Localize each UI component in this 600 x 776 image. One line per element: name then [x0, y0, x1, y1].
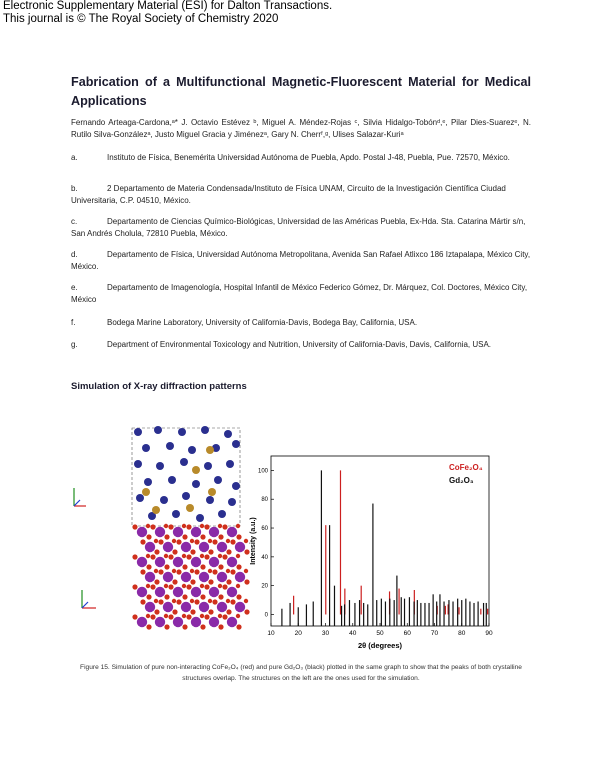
legend-entry: CoFe₂O₄	[449, 463, 483, 472]
atom-red	[146, 584, 150, 588]
atom-blue	[228, 498, 236, 506]
atom-red	[222, 554, 227, 559]
atom-blue	[136, 494, 144, 502]
atom-red	[182, 564, 187, 569]
atom-blue	[180, 458, 188, 466]
atom-purple	[191, 557, 201, 567]
atom-red	[186, 524, 191, 529]
atom-purple	[235, 542, 245, 552]
atom-purple	[137, 527, 147, 537]
atom-purple	[199, 542, 209, 552]
atom-red	[176, 569, 181, 574]
atom-gold	[186, 504, 194, 512]
atom-blue	[218, 510, 226, 518]
atom-red	[150, 554, 155, 559]
atom-blue	[206, 496, 214, 504]
atom-red	[236, 534, 241, 539]
atom-red	[158, 599, 163, 604]
atom-red	[164, 584, 168, 588]
atom-red	[146, 614, 150, 618]
author-list: Fernando Arteaga-Cardona,ᵃ* J. Octavio Estévez ᵇ, Miguel A. Méndez-Rojas ᶜ, Silvia Hidalgo-Tobónᵈ,ᵉ, Pilar Dies-Suarezᵉ, N. Rutilo Silva-Gonzálezᵃ, Justo Miguel Gracia y Jiménezᵃ, Gary N. Cherrᶠ,ᵍ, Ulises Salazar-Kuriᵃ	[71, 118, 531, 139]
atom-blue	[204, 462, 212, 470]
atom-red	[204, 554, 209, 559]
atom-blue	[178, 428, 186, 436]
y-tick-label: 60	[261, 526, 268, 533]
atom-gold	[208, 488, 216, 496]
atom-red	[182, 614, 186, 618]
affiliation-d	[71, 249, 531, 273]
x-tick-label: 10	[267, 630, 275, 637]
atom-purple	[235, 602, 245, 612]
affiliation-b	[71, 183, 531, 207]
atom-purple	[155, 557, 165, 567]
y-tick-label: 40	[261, 554, 268, 561]
atom-red	[164, 594, 169, 599]
atom-red	[154, 569, 158, 573]
atom-red	[168, 584, 173, 589]
atom-red	[186, 584, 191, 589]
atom-red	[132, 554, 137, 559]
atom-gold	[192, 466, 200, 474]
atom-red	[236, 614, 240, 618]
atom-red	[200, 534, 205, 539]
atom-red	[172, 569, 176, 573]
atom-red	[168, 524, 173, 529]
atom-red	[222, 524, 227, 529]
atom-red	[154, 549, 159, 554]
atom-purple	[145, 602, 155, 612]
atom-red	[132, 614, 137, 619]
atom-red	[154, 609, 159, 614]
x-tick-label: 70	[430, 630, 439, 637]
atom-blue	[192, 480, 200, 488]
atom-purple	[145, 572, 155, 582]
atom-purple	[209, 557, 219, 567]
atom-purple	[137, 557, 147, 567]
atom-red	[140, 539, 145, 544]
atom-red	[218, 594, 223, 599]
atom-red	[186, 554, 191, 559]
affiliation-text: Bodega Marine Laboratory, University of California-Davis, Bodega Bay, California, USA.	[107, 318, 418, 327]
atom-blue	[226, 460, 234, 468]
atom-blue	[156, 462, 164, 470]
header-line-1: Electronic Supplementary Material (ESI) for Dalton Transactions.	[3, 0, 333, 12]
atom-purple	[163, 572, 173, 582]
atom-purple	[137, 617, 147, 627]
atom-red	[146, 534, 151, 539]
atom-purple	[173, 617, 183, 627]
y-tick-label: 20	[261, 583, 268, 590]
atom-red	[172, 609, 177, 614]
atom-gold	[206, 446, 214, 454]
atom-red	[200, 554, 204, 558]
atom-purple	[199, 572, 209, 582]
x-tick-label: 30	[321, 630, 330, 637]
atom-red	[236, 624, 241, 629]
atom-purple	[163, 542, 173, 552]
affiliation-label: c.	[71, 217, 78, 226]
atom-purple	[155, 527, 165, 537]
atom-red	[222, 584, 227, 589]
atom-purple	[227, 617, 237, 627]
header-line-2: This journal is © The Royal Society of Chemistry 2020	[3, 13, 279, 25]
atom-blue	[214, 476, 222, 484]
atom-blue	[144, 478, 152, 486]
x-tick-label: 40	[349, 630, 357, 637]
atom-red	[194, 569, 199, 574]
atom-red	[190, 579, 195, 584]
atom-red	[158, 539, 163, 544]
atom-red	[164, 534, 169, 539]
atom-blue	[134, 428, 142, 436]
atom-red	[190, 549, 195, 554]
crystal-structures-figure	[60, 420, 250, 640]
atom-red	[132, 524, 137, 529]
atom-red	[150, 524, 155, 529]
atom-red	[226, 569, 230, 573]
atom-purple	[217, 572, 227, 582]
atom-red	[208, 599, 212, 603]
atom-red	[176, 539, 181, 544]
section-heading: Simulation of X-ray diffraction patterns	[71, 381, 247, 392]
atom-blue	[166, 442, 174, 450]
atom-purple	[181, 572, 191, 582]
atom-red	[182, 624, 187, 629]
atom-blue	[160, 496, 168, 504]
atom-red	[168, 614, 173, 619]
affiliation-g	[71, 339, 531, 351]
atom-purple	[163, 602, 173, 612]
atom-red	[208, 539, 212, 543]
affiliation-a	[71, 152, 531, 164]
atom-red	[172, 539, 176, 543]
atom-purple	[199, 602, 209, 612]
affiliation-label: f.	[71, 318, 76, 327]
atom-red	[154, 599, 158, 603]
atom-red	[154, 579, 159, 584]
atom-blue	[172, 510, 180, 518]
atom-red	[146, 624, 151, 629]
atom-purple	[191, 617, 201, 627]
atom-red	[218, 554, 222, 558]
axis-indicator	[74, 500, 80, 506]
atom-red	[200, 624, 205, 629]
atom-red	[236, 524, 240, 528]
affiliation-label: b.	[71, 184, 78, 193]
atom-red	[146, 594, 151, 599]
atom-red	[154, 539, 158, 543]
figure-caption: Figure 15. Simulation of pure non-interacting CoFe₂O₄ (red) and pure Gd₂O₃ (black) plotted in the same graph to show that the peaks of both crystalline structures overlap. The structures on the left are the ones used for the simulation.	[80, 664, 522, 682]
atom-red	[218, 614, 222, 618]
x-axis-label: 2θ (degrees)	[357, 641, 403, 650]
xrd-chart	[245, 448, 507, 652]
atom-red	[236, 554, 240, 558]
atom-red	[176, 599, 181, 604]
x-tick-label: 50	[376, 630, 384, 637]
atom-red	[204, 524, 209, 529]
atom-blue	[232, 482, 240, 490]
atom-blue	[142, 444, 150, 452]
atom-red	[208, 579, 213, 584]
affiliation-text: Department of Environmental Toxicology and Nutrition, University of California-Davis, Davis, California, USA.	[107, 340, 492, 349]
atom-red	[146, 564, 151, 569]
atom-purple	[191, 587, 201, 597]
y-axis-label: Intensity (a.u.)	[250, 517, 257, 565]
y-tick-label: 80	[261, 497, 268, 504]
atom-purple	[191, 527, 201, 537]
x-tick-label: 20	[294, 630, 302, 637]
atom-purple	[217, 542, 227, 552]
affiliation-label: g.	[71, 340, 78, 349]
atom-purple	[173, 587, 183, 597]
affiliation-text: 2 Departamento de Materia Condensada/Instituto de Física UNAM, Circuito de la Investigación Científica Ciudad Universitaria, C.P. 04510, México.	[71, 184, 506, 205]
atom-red	[200, 564, 205, 569]
atom-red	[164, 554, 168, 558]
atom-red	[194, 539, 199, 544]
affiliation-e	[71, 282, 531, 306]
atom-red	[218, 564, 223, 569]
atom-red	[172, 579, 177, 584]
atom-red	[190, 599, 194, 603]
atom-blue	[201, 426, 209, 434]
atom-red	[208, 569, 212, 573]
atom-red	[194, 599, 199, 604]
axis-indicator	[82, 602, 88, 608]
atom-blue	[232, 440, 240, 448]
atom-red	[218, 584, 222, 588]
atom-red	[226, 579, 231, 584]
atom-red	[212, 569, 217, 574]
atom-red	[140, 569, 145, 574]
atom-red	[230, 599, 235, 604]
atom-red	[200, 614, 204, 618]
atom-red	[218, 524, 222, 528]
atom-red	[140, 599, 145, 604]
atom-purple	[137, 587, 147, 597]
atom-gold	[152, 506, 160, 514]
affiliation-label: a.	[71, 153, 78, 162]
atom-red	[164, 614, 168, 618]
x-tick-label: 60	[403, 630, 411, 637]
atom-red	[164, 624, 169, 629]
atom-red	[204, 614, 209, 619]
atom-red	[226, 549, 231, 554]
atom-red	[226, 609, 231, 614]
atom-red	[164, 524, 168, 528]
atom-red	[200, 524, 204, 528]
affiliation-text: Departamento de Ciencias Químico-Biológicas, Universidad de las Américas Puebla, Ex-Hda. Sta. Catarina Mártir s/n, San Andrés Cholula, 72810 Puebla, México.	[71, 217, 526, 238]
atom-red	[186, 614, 191, 619]
atom-red	[168, 554, 173, 559]
atom-red	[218, 624, 223, 629]
atom-red	[212, 599, 217, 604]
y-tick-label: 0	[264, 612, 268, 619]
atom-blue	[154, 426, 162, 434]
atom-blue	[182, 492, 190, 500]
legend-entry: Gd₂O₃	[449, 476, 474, 485]
atom-red	[150, 614, 155, 619]
atom-red	[230, 569, 235, 574]
atom-purple	[227, 557, 237, 567]
atom-red	[182, 594, 187, 599]
y-tick-label: 100	[257, 468, 268, 475]
atom-red	[236, 564, 241, 569]
atom-red	[182, 584, 186, 588]
atom-purple	[209, 617, 219, 627]
atom-red	[182, 554, 186, 558]
atom-purple	[209, 527, 219, 537]
affiliation-text: Departamento de Imagenología, Hospital Infantil de México Federico Gómez, Dr. Márquez, Col. Doctores, México City, México	[71, 283, 528, 304]
atom-red	[172, 599, 176, 603]
affiliation-c	[71, 216, 531, 240]
atom-red	[158, 569, 163, 574]
affiliation-label: d.	[71, 250, 78, 259]
paper-title: Fabrication of a Multifunctional Magnetic-Fluorescent Material for Medical Applications	[71, 75, 531, 108]
atom-red	[226, 539, 230, 543]
affiliation-f	[71, 317, 531, 329]
affiliation-label: e.	[71, 283, 78, 292]
atom-gold	[142, 488, 150, 496]
atom-red	[200, 584, 204, 588]
atom-red	[230, 539, 235, 544]
atom-red	[218, 534, 223, 539]
atom-blue	[224, 430, 232, 438]
atom-purple	[173, 527, 183, 537]
atom-red	[146, 524, 150, 528]
atom-red	[164, 564, 169, 569]
atom-purple	[145, 542, 155, 552]
atom-red	[132, 584, 137, 589]
x-tick-label: 90	[485, 630, 493, 637]
atom-red	[208, 609, 213, 614]
atom-red	[182, 524, 186, 528]
atom-blue	[168, 476, 176, 484]
journal-header	[3, 0, 332, 26]
atom-purple	[217, 602, 227, 612]
x-tick-label: 80	[458, 630, 466, 637]
atom-red	[208, 549, 213, 554]
affiliation-text: Departamento de Física, Universidad Autónoma Metropolitana, Avenida San Rafael Atlixco 186 Iztapalapa, México City, México.	[71, 250, 531, 271]
atom-purple	[181, 542, 191, 552]
atom-red	[212, 539, 217, 544]
atom-purple	[227, 587, 237, 597]
atom-purple	[155, 617, 165, 627]
atom-purple	[181, 602, 191, 612]
atom-red	[150, 584, 155, 589]
atom-blue	[134, 460, 142, 468]
atom-purple	[209, 587, 219, 597]
atom-blue	[196, 514, 204, 522]
atom-blue	[188, 446, 196, 454]
atom-red	[222, 614, 227, 619]
atom-red	[190, 609, 195, 614]
atom-red	[190, 569, 194, 573]
atom-red	[200, 594, 205, 599]
atom-red	[172, 549, 177, 554]
atom-purple	[173, 557, 183, 567]
atom-red	[190, 539, 194, 543]
affiliation-text: Instituto de Física, Benemérita Universidad Autónoma de Puebla, Apdo. Postal J-48, Puebla, Pue. 72570, México.	[107, 153, 510, 162]
atom-red	[182, 534, 187, 539]
atom-purple	[155, 587, 165, 597]
atom-red	[204, 584, 209, 589]
atom-red	[146, 554, 150, 558]
atom-purple	[227, 527, 237, 537]
atom-red	[226, 599, 230, 603]
atom-red	[236, 594, 241, 599]
atom-red	[236, 584, 240, 588]
atom-purple	[235, 572, 245, 582]
